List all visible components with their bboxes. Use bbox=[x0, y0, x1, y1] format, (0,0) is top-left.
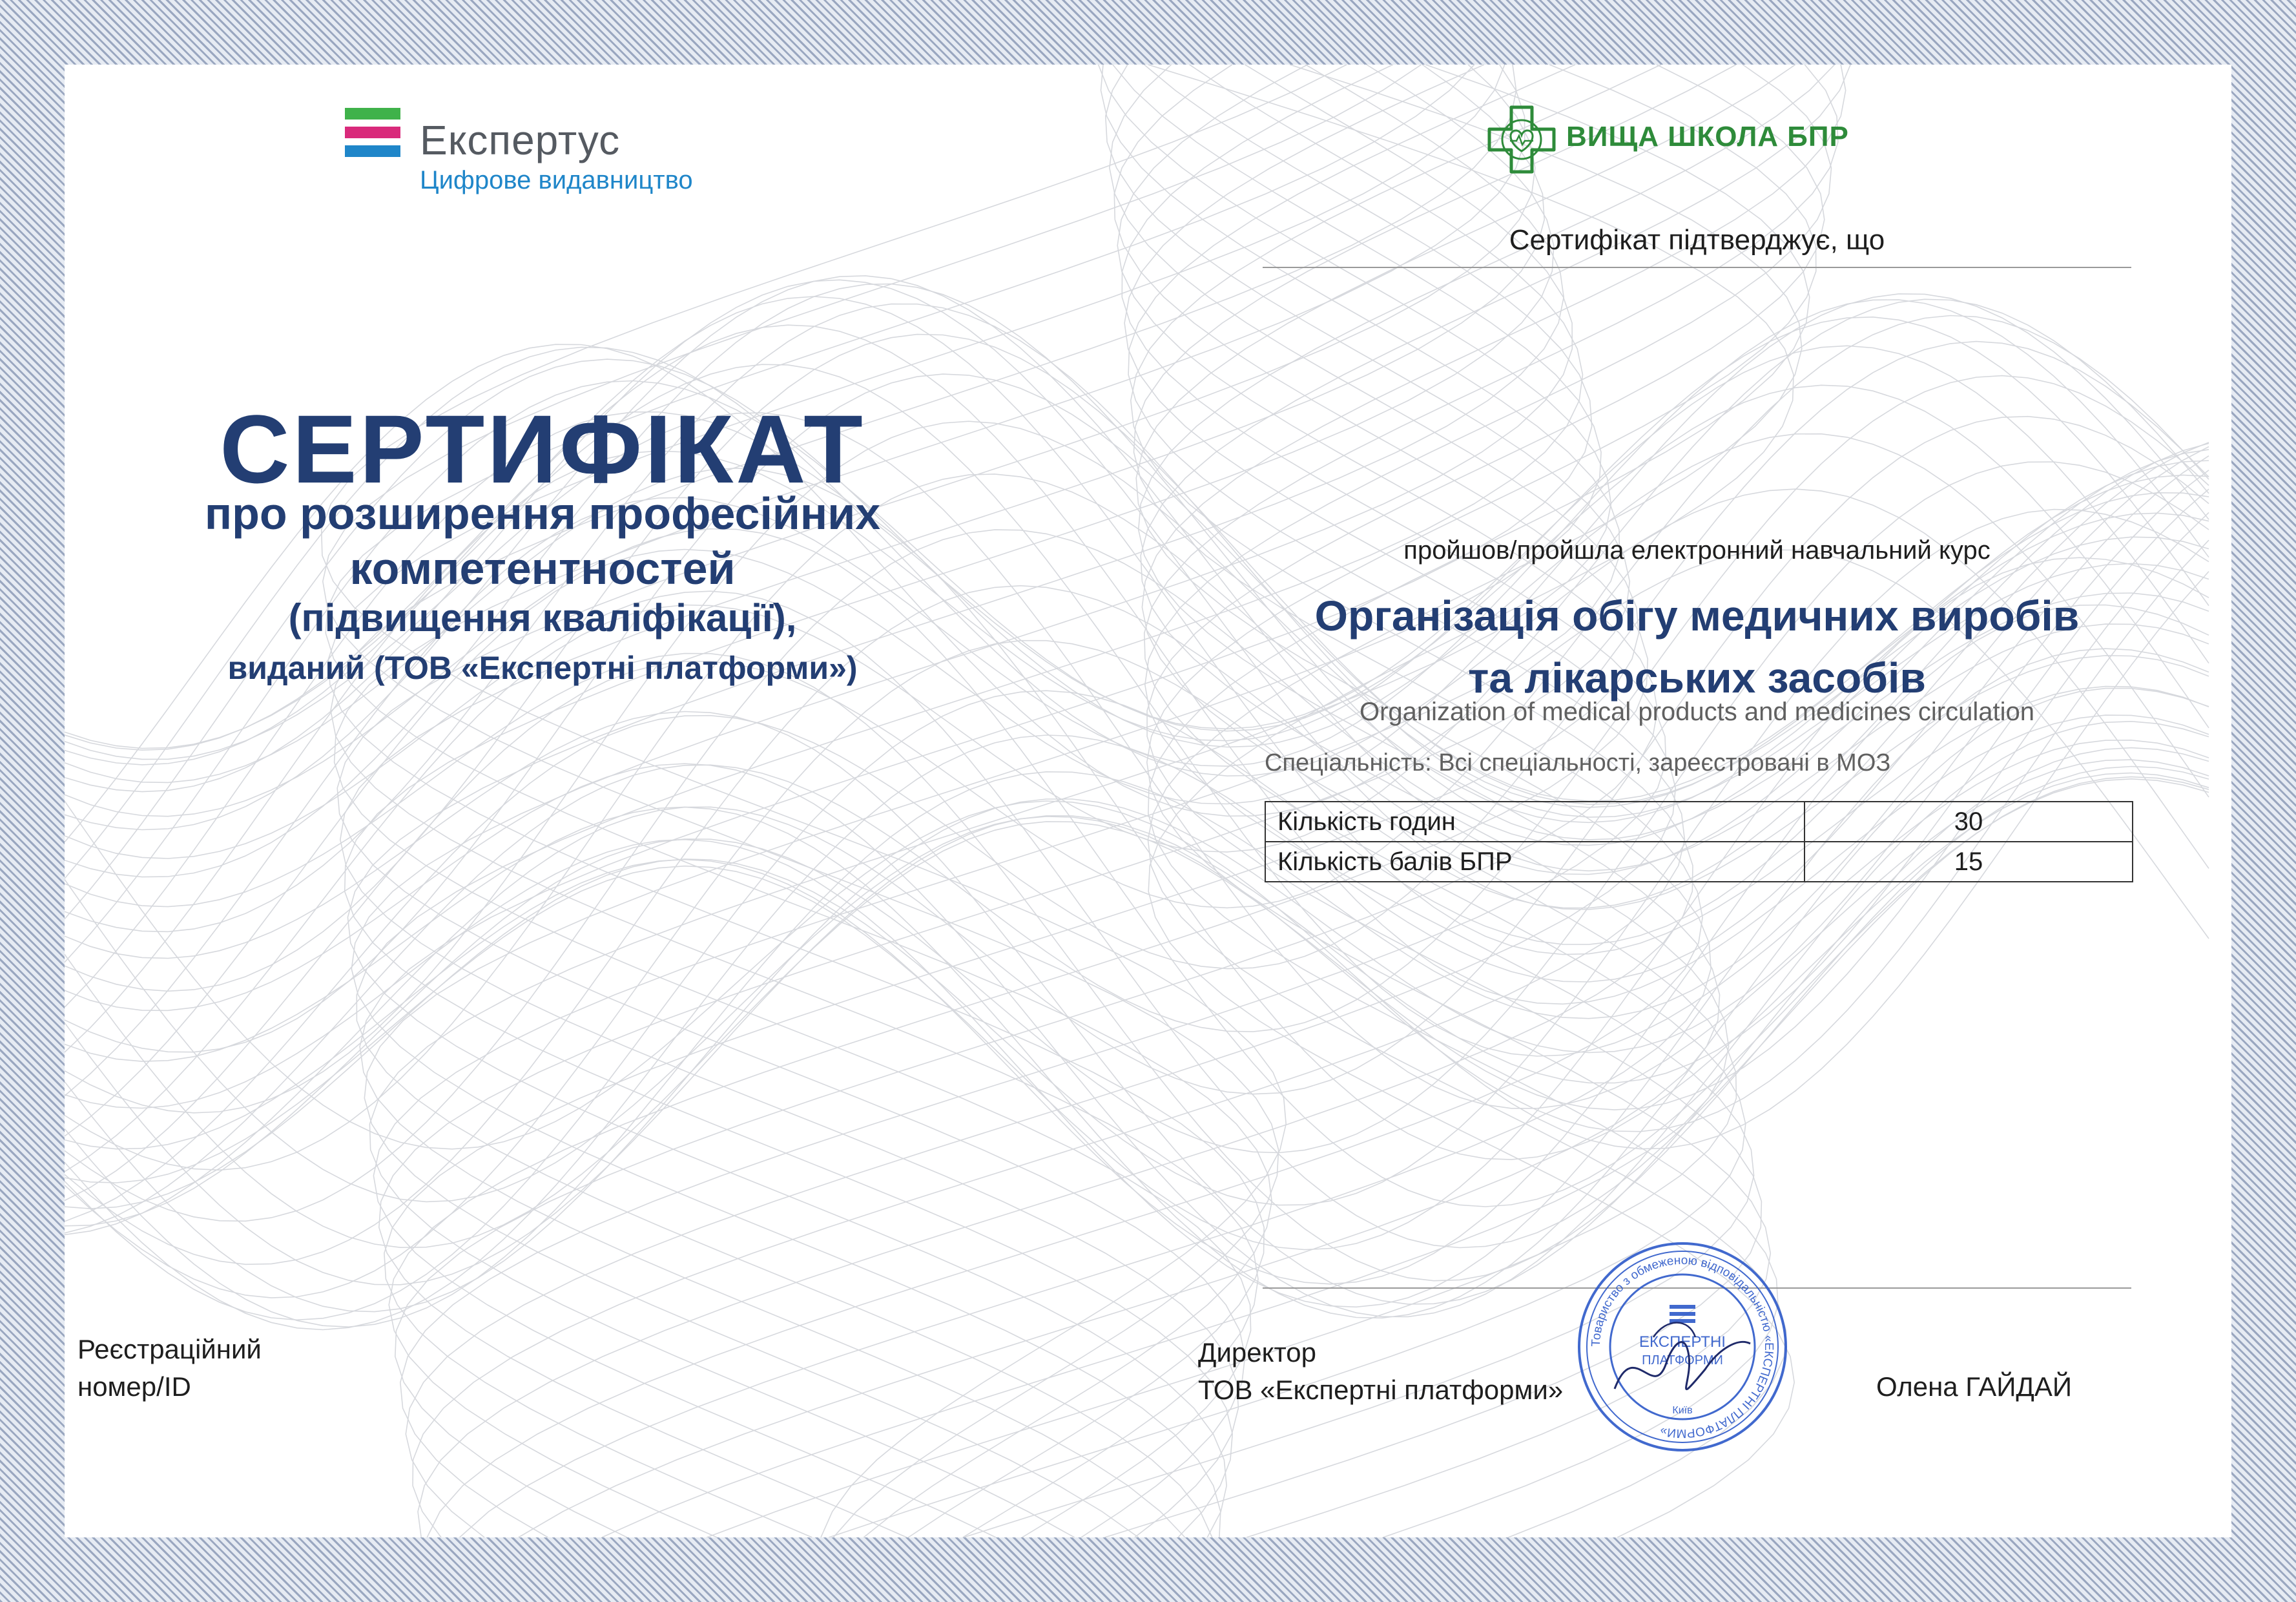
stamp-center-line-2: ПЛАТФОРМИ bbox=[1642, 1353, 1723, 1368]
director-organization: ТОВ «Експертні платформи» bbox=[1198, 1375, 1564, 1405]
certificate-title: СЕРТИФІКАТ bbox=[220, 395, 865, 503]
registration-label-line-1: Реєстраційний bbox=[78, 1334, 262, 1364]
stamp-center-line-1: ЕКСПЕРТНІ bbox=[1639, 1333, 1726, 1351]
top-divider bbox=[1263, 267, 2131, 268]
director-title: Директор bbox=[1198, 1337, 1316, 1368]
course-passed-text: пройшов/пройшла електронний навчальний курс bbox=[1403, 536, 1991, 565]
table-cell-value: 30 bbox=[1805, 802, 2133, 842]
stamp-ring-text: Товариство з обмеженою відповідальністю «ЕКСПЕРТНІ ПЛАТФОРМИ» bbox=[1589, 1253, 1776, 1441]
course-info-table bbox=[1265, 801, 2133, 882]
table-row bbox=[1265, 842, 2133, 882]
guilloche-line bbox=[65, 654, 2209, 1281]
publisher-logo-icon bbox=[345, 108, 400, 157]
school-name: ВИЩА ШКОЛА БПР bbox=[1566, 121, 1849, 152]
publisher-subtitle: Цифрове видавництво bbox=[420, 166, 693, 194]
stamp-city: Київ bbox=[1672, 1405, 1693, 1416]
course-title-line-1: Організація обігу медичних виробів bbox=[1314, 592, 2080, 640]
registration-label-line-2: номер/ID bbox=[78, 1371, 191, 1402]
certificate-subtitle-line-3: (підвищення кваліфікації), bbox=[288, 596, 797, 640]
certificate-confirms-text: Сертифікат підтверджує, що bbox=[1509, 224, 1885, 256]
medical-heart-cross-icon bbox=[1485, 103, 1558, 176]
course-title bbox=[1263, 585, 2131, 709]
course-title-line-2: та лікарських засобів bbox=[1468, 654, 1926, 702]
registration-number-label bbox=[78, 1331, 262, 1406]
certificate-subtitle-line-1: про розширення професійних bbox=[204, 488, 881, 539]
table-cell-value: 15 bbox=[1805, 842, 2133, 882]
course-title-english: Organization of medical products and medicines circulation bbox=[1360, 698, 2034, 726]
publisher-name: Експертус bbox=[420, 117, 621, 163]
table-row bbox=[1265, 802, 2133, 842]
specialty-text: Спеціальність: Всі спеціальності, зареєстровані в МОЗ bbox=[1265, 749, 1891, 776]
director-block bbox=[1198, 1334, 1563, 1409]
director-name: Олена ГАЙДАЙ bbox=[1876, 1371, 2073, 1402]
table-cell-label: Кількість балів БПР bbox=[1265, 842, 1805, 882]
company-stamp bbox=[1576, 1240, 1789, 1453]
certificate-issuer-line: виданий (ТОВ «Експертні платформи») bbox=[227, 650, 858, 686]
table-cell-label: Кількість годин bbox=[1265, 802, 1805, 842]
certificate-subtitle-line-2: компетентностей bbox=[349, 543, 736, 594]
